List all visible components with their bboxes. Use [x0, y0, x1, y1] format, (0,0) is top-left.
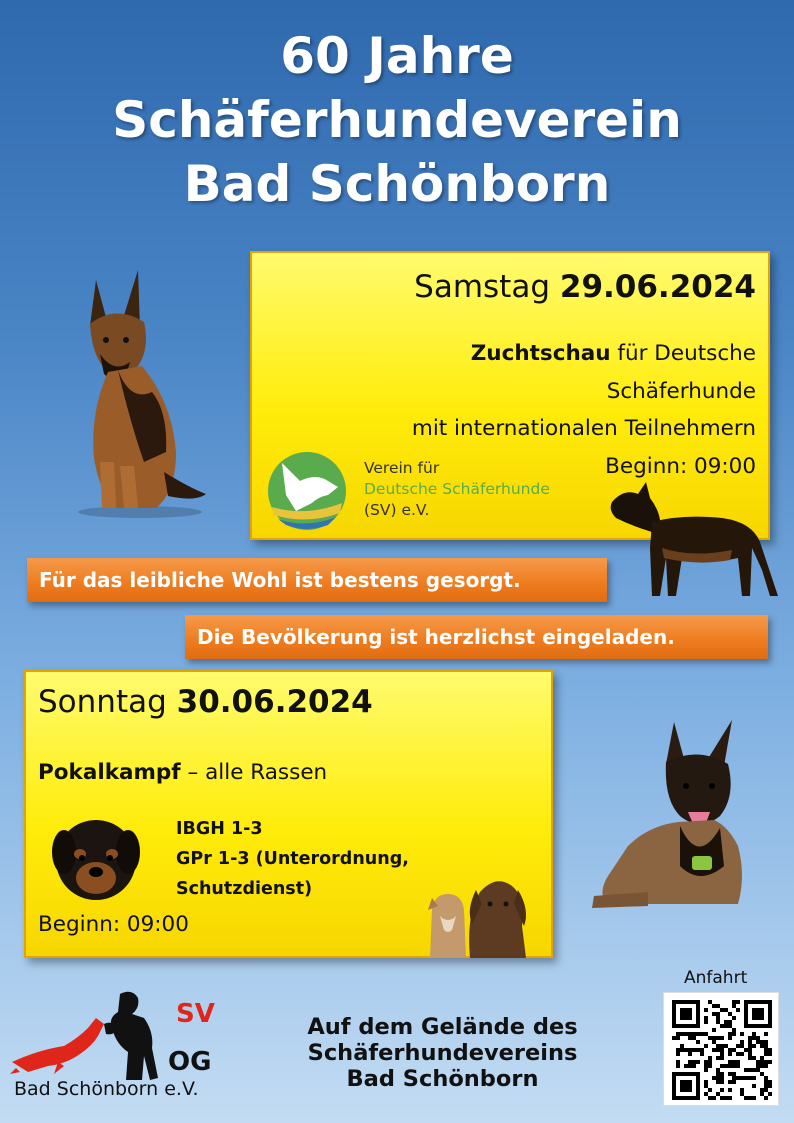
discipline-item: IBGH 1-3: [176, 819, 263, 839]
qr-code-icon: [672, 1000, 772, 1100]
sv-logo-line-3: (SV) e.V.: [364, 501, 430, 519]
title-line-3: Bad Schönborn: [183, 155, 611, 213]
two-dogs-image: [426, 870, 542, 958]
saturday-line-3: mit internationalen Teilnehmern: [411, 416, 756, 441]
sunday-date-value: 30.06.2024: [176, 684, 373, 720]
venue-line-3: Bad Schönborn: [346, 1066, 539, 1092]
malinois-image: [588, 716, 748, 912]
sitting-shepherd-image: [60, 262, 210, 522]
venue-line-1: Auf dem Gelände des: [307, 1014, 578, 1040]
discipline-item: Schutzdienst): [176, 879, 313, 899]
sunday-event: [38, 760, 327, 785]
sv-logo-line-2: Deutsche Schäferhunde: [364, 480, 550, 498]
sv-logo-icon: [266, 451, 348, 531]
rottweiler-puppy-image: [50, 812, 142, 904]
saturday-date: [414, 269, 756, 305]
sunday-begin: Beginn: 09:00: [38, 912, 189, 937]
directions-qr-code[interactable]: [663, 992, 779, 1106]
saturday-begin: Beginn: 09:00: [605, 453, 756, 479]
title-line-2: Schäferhundeverein: [112, 91, 682, 149]
saturday-date-value: 29.06.2024: [559, 269, 756, 305]
saturday-line-2: Schäferhunde: [606, 378, 756, 404]
sunday-event-name: Pokalkampf: [38, 760, 181, 785]
poster-title: [0, 24, 794, 216]
club-name: Bad Schönborn e.V.: [14, 1078, 199, 1100]
saturday-line-1: [412, 335, 756, 373]
sv-logo-text: [364, 458, 550, 521]
club-logo-sv: SV: [176, 999, 215, 1029]
venue-text: [270, 1014, 615, 1092]
sunday-date: [38, 684, 373, 720]
standing-shepherd-image: [602, 478, 780, 602]
venue-line-2: Schäferhundevereins: [307, 1040, 578, 1066]
saturday-event-name: Zuchtschau: [470, 341, 611, 366]
invite-banner: Die Bevölkerung ist herzlichst eingeladen.: [185, 615, 768, 659]
sunday-event-box: [24, 670, 553, 958]
directions-label: Anfahrt: [684, 968, 748, 988]
sunday-day: Sonntag: [38, 684, 167, 720]
sv-logo-line-1: Verein für: [364, 459, 440, 477]
saturday-day: Samstag: [414, 269, 551, 305]
sunday-event-rest: – alle Rassen: [180, 760, 328, 785]
food-banner: Für das leibliche Wohl ist bestens gesorgt.: [27, 558, 607, 602]
discipline-item: GPr 1-3 (Unterordnung,: [176, 849, 409, 869]
title-line-1: 60 Jahre: [280, 27, 514, 85]
club-logo-og: OG: [168, 1047, 212, 1077]
sunday-disciplines: [176, 814, 409, 904]
saturday-event-rest: für Deutsche: [610, 341, 756, 366]
